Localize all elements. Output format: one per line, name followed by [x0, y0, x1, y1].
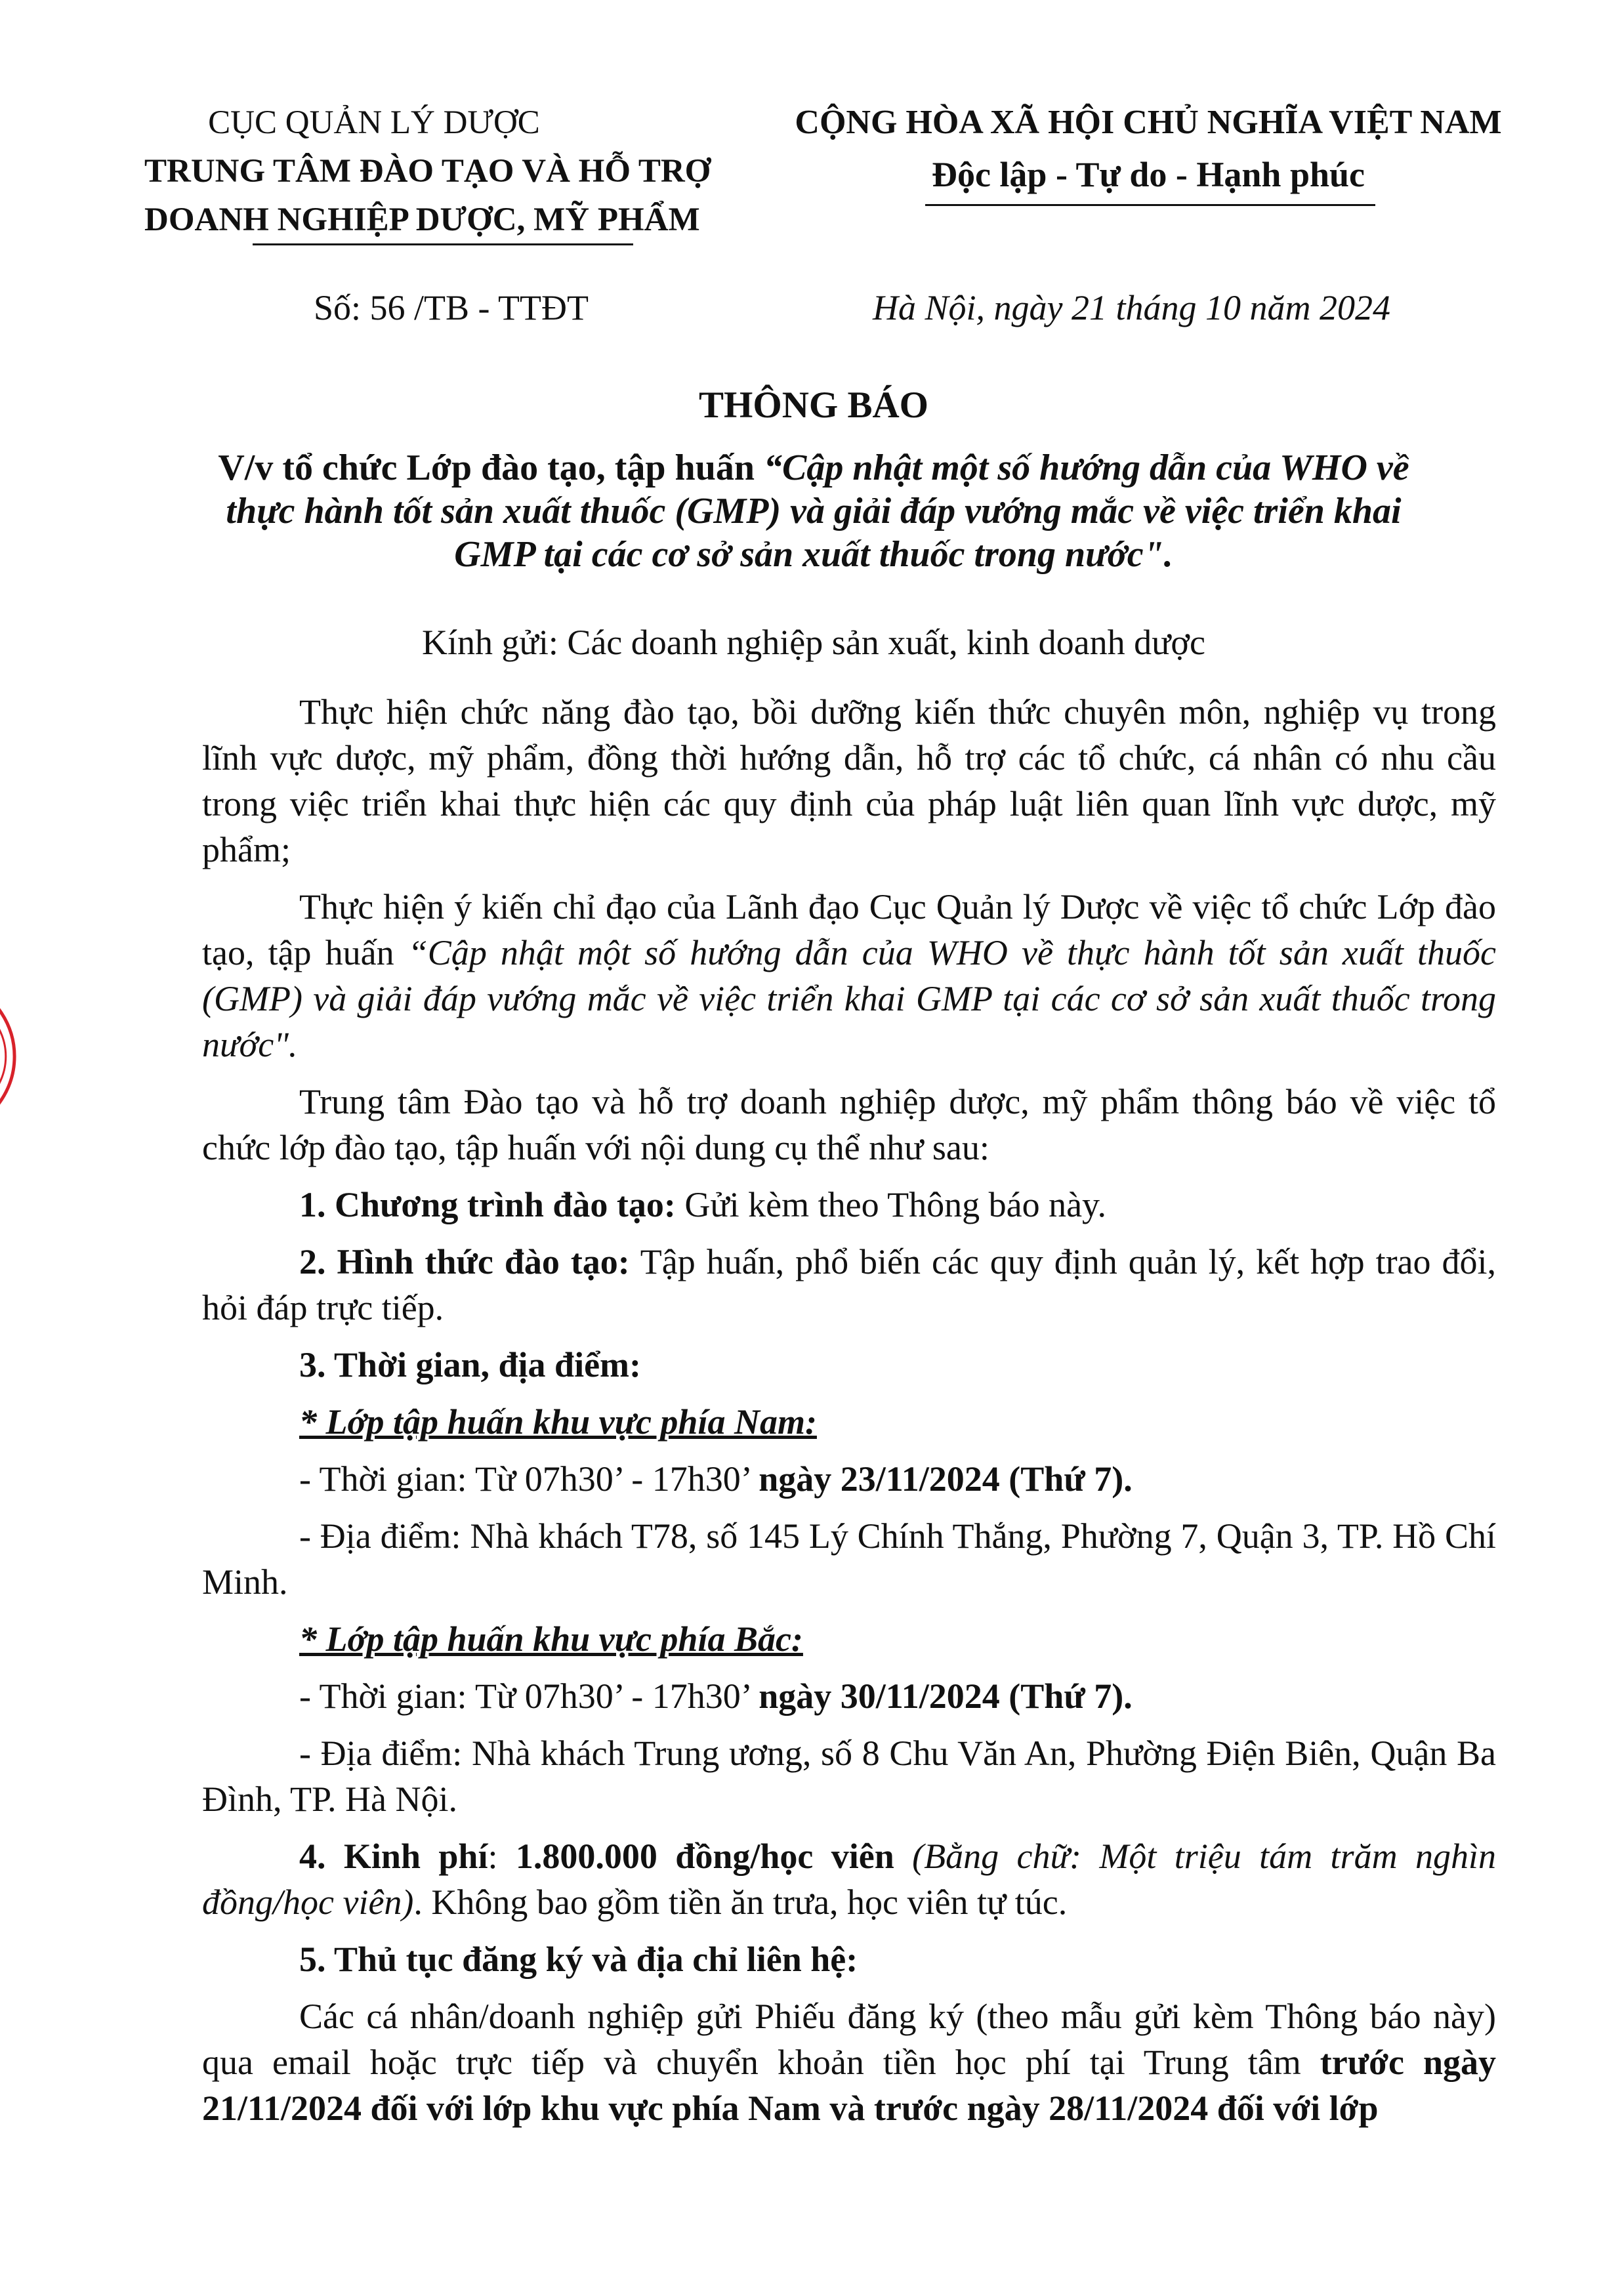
motto-underline	[925, 204, 1375, 206]
section-program-label: 1. Chương trình đào tạo:	[299, 1185, 676, 1224]
section-fee-in-words: (Bằng chữ: Một triệu tám trăm nghìn đồng/học viên)	[202, 1837, 1496, 1922]
paragraph-purpose: Thực hiện chức năng đào tạo, bồi dưỡng kiến thức chuyên môn, nghiệp vụ trong lĩnh vực dược, mỹ phẩm, đồng thời hướng dẫn, hỗ trợ các tổ chức, cá nhân có nhu cầu trong việc triển khai thực hiện các quy định của pháp luật liên quan lĩnh vực dược, mỹ phẩm;	[202, 692, 1496, 869]
registration-deadline: trước ngày 21/11/2024 đối với lớp khu vực phía Nam và trước ngày 28/11/2024 đối với lớp	[202, 2043, 1496, 2128]
document-title: THÔNG BÁO	[699, 384, 928, 426]
document-body	[202, 689, 1496, 2142]
paragraph-announcement: Trung tâm Đào tạo và hỗ trợ doanh nghiệp dược, mỹ phẩm thông báo về việc tổ chức lớp đào tạo, tập huấn với nội dung cụ thể như sau:	[202, 1082, 1496, 1167]
recipient-line: Kính gửi: Các doanh nghiệp sản xuất, kinh doanh dược	[422, 623, 1205, 662]
section-format	[202, 1239, 1496, 1331]
country-name: CỘNG HÒA XÃ HỘI CHỦ NGHĨA VIỆT NAM	[795, 104, 1502, 141]
subject-prefix: V/v tổ chức Lớp đào tạo, tập huấn	[218, 447, 764, 488]
national-motto-block	[761, 98, 1535, 202]
section-fee-label: 4. Kinh phí	[299, 1837, 488, 1876]
south-class-heading	[202, 1399, 1496, 1445]
north-time-text: - Thời gian: Từ 07h30’ - 17h30’	[299, 1676, 759, 1716]
section-program	[202, 1182, 1496, 1228]
north-time-date: ngày 30/11/2024 (Thứ 7).	[759, 1676, 1133, 1716]
document-date: Hà Nội, ngày 21 tháng 10 năm 2024	[873, 288, 1390, 327]
south-class-place: - Địa điểm: Nhà khách T78, số 145 Lý Chính Thắng, Phường 7, Quận 3, TP. Hồ Chí Minh.	[202, 1516, 1496, 1602]
paragraph-registration	[202, 1993, 1496, 2131]
registration-text: Các cá nhân/doanh nghiệp gửi Phiếu đăng ký (theo mẫu gửi kèm Thông báo này) qua email hoặc trực tiếp và chuyển khoản tiền học phí tại Trung tâm	[202, 1997, 1496, 2082]
document-number: Số: 56 /TB - TTĐT	[314, 288, 589, 327]
south-class-time	[202, 1456, 1496, 1502]
north-class-time	[202, 1673, 1496, 1719]
section-fee-amount: 1.800.000 đồng/học viên	[515, 1837, 894, 1876]
directive-text: Thực hiện ý kiến chỉ đạo của Lãnh đạo Cục Quản lý Dược về việc tổ chức Lớp đào tạo, tập huấn	[202, 887, 1496, 972]
section-registration-label: 5. Thủ tục đăng ký và địa chỉ liên hệ:	[299, 1940, 858, 1979]
national-motto: Độc lập - Tự do - Hạnh phúc	[931, 155, 1365, 194]
stamp-fragment-icon	[0, 978, 33, 1135]
agency-underline	[253, 243, 633, 245]
subject-course-title: “Cập nhật một số hướng dẫn của WHO về thực hành tốt sản xuất thuốc (GMP) và giải đáp vướng mắc về việc triển khai GMP tại các cơ sở sản xuất thuốc trong nước".	[226, 447, 1409, 575]
south-time-date: ngày 23/11/2024 (Thứ 7).	[759, 1459, 1133, 1499]
north-class-place: - Địa điểm: Nhà khách Trung ương, số 8 Chu Văn An, Phường Điện Biên, Quận Ba Đình, TP. Hà Nội.	[202, 1734, 1496, 1819]
section-fee-colon: :	[488, 1837, 516, 1876]
section-time-place-label: 3. Thời gian, địa điểm:	[299, 1345, 642, 1384]
agency-name-line2: DOANH NGHIỆP DƯỢC, MỸ PHẨM	[144, 201, 700, 238]
north-class-heading	[202, 1616, 1496, 1662]
south-time-text: - Thời gian: Từ 07h30’ - 17h30’	[299, 1459, 759, 1499]
agency-parent: CỤC QUẢN LÝ DƯỢC	[208, 104, 540, 141]
section-fee-note: . Không bao gồm tiền ăn trưa, học viên tự túc.	[413, 1882, 1068, 1922]
agency-name-line1: TRUNG TÂM ĐÀO TẠO VÀ HỖ TRỢ	[144, 153, 711, 190]
directive-course-title: “Cập nhật một số hướng dẫn của WHO về thực hành tốt sản xuất thuốc (GMP) và giải đáp vướng mắc về việc triển khai GMP tại các cơ sở sản xuất thuốc trong nước".	[202, 933, 1496, 1064]
section-program-text: Gửi kèm theo Thông báo này.	[675, 1185, 1107, 1224]
paragraph-directive	[202, 884, 1496, 1068]
issuing-agency-block	[144, 98, 711, 244]
south-class-heading-text: * Lớp tập huấn khu vực phía Nam:	[299, 1402, 817, 1442]
section-format-text: Tập huấn, phổ biến các quy định quản lý, kết hợp trao đổi, hỏi đáp trực tiếp.	[202, 1242, 1496, 1327]
north-class-heading-text: * Lớp tập huấn khu vực phía Bắc:	[299, 1619, 803, 1659]
section-format-label: 2. Hình thức đào tạo:	[299, 1242, 630, 1281]
section-fee	[202, 1833, 1496, 1925]
document-subject	[197, 446, 1430, 576]
